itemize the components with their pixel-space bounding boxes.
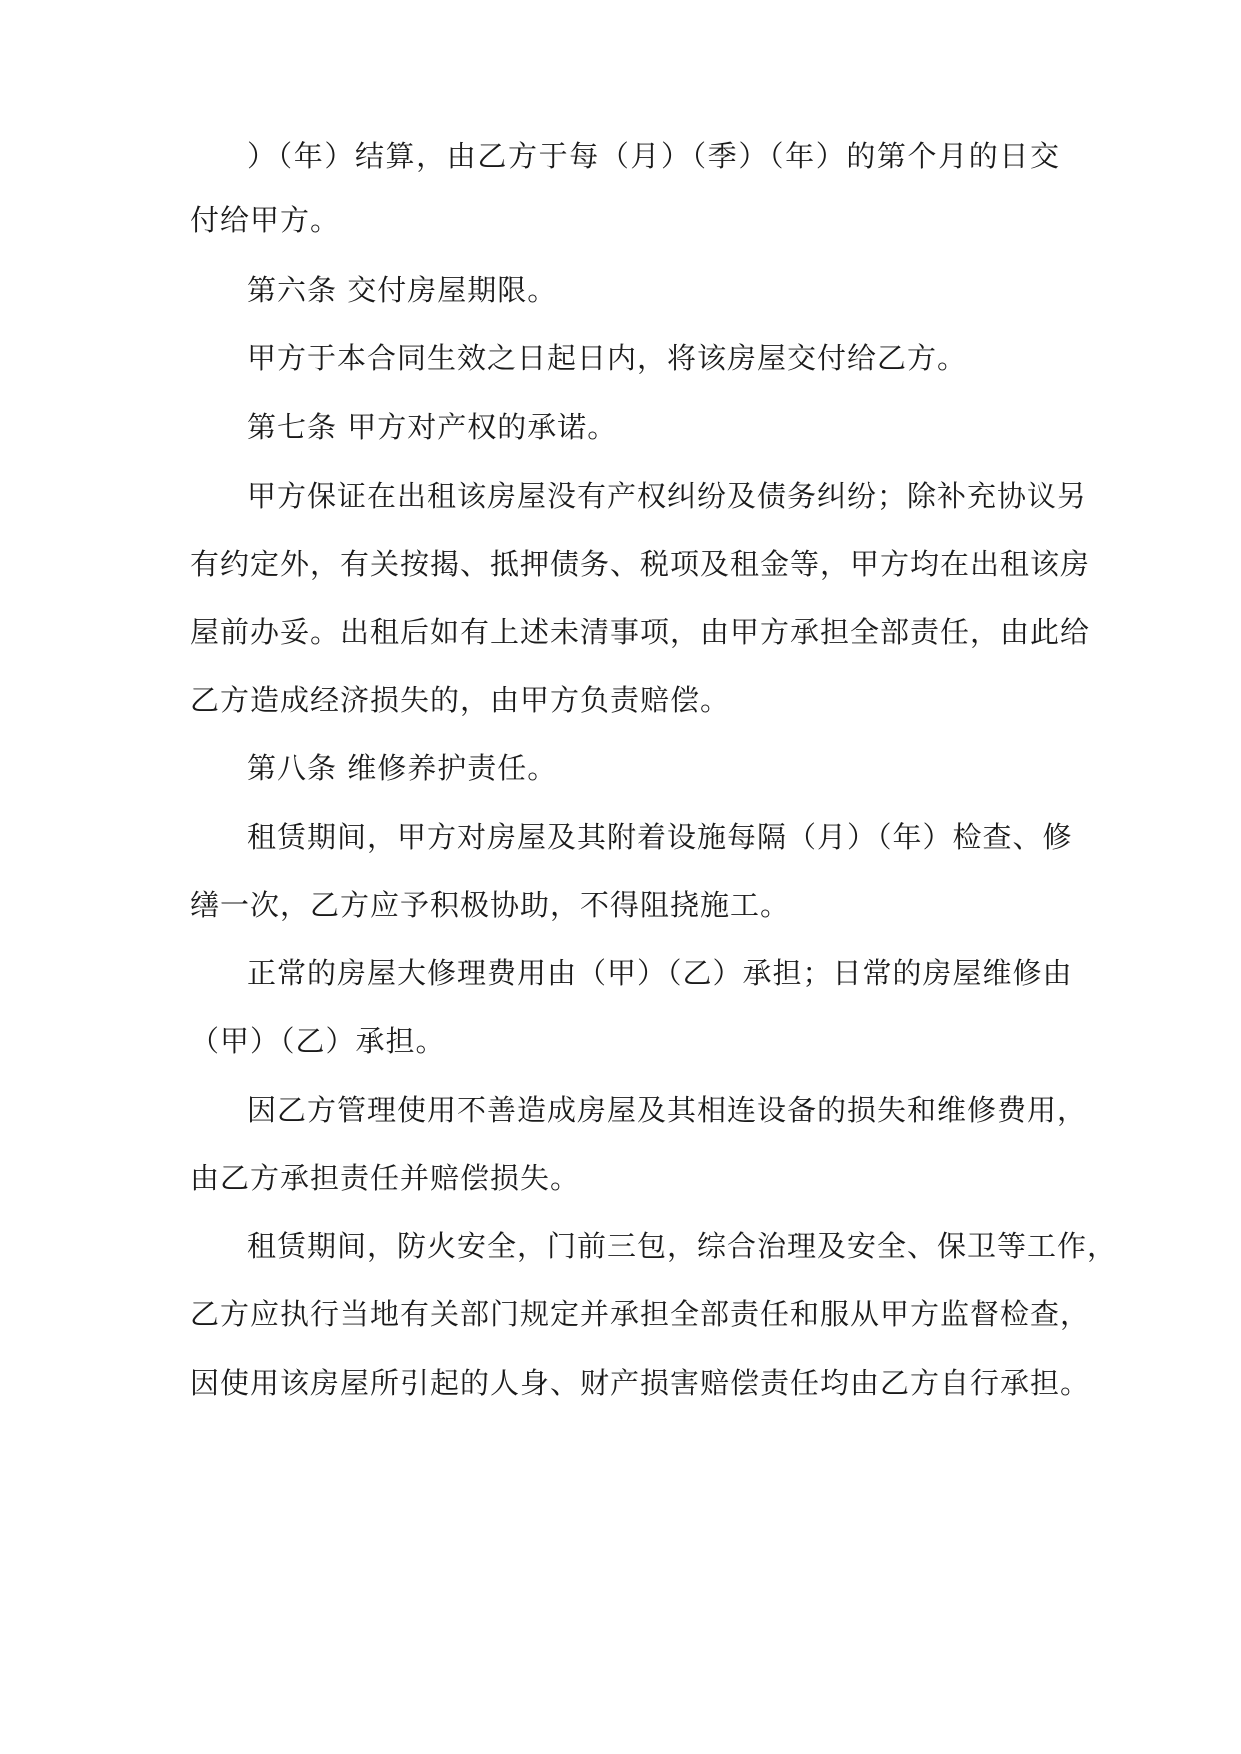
text-line: 租赁期间，防火安全，门前三包，综合治理及安全、保卫等工作，	[247, 1229, 1118, 1263]
text-line: （甲）（乙）承担。	[190, 1024, 446, 1058]
text-line: 因乙方管理使用不善造成房屋及其相连设备的损失和维修费用，	[247, 1093, 1088, 1127]
text-line: 付给甲方。	[190, 203, 341, 237]
text-line: 正常的房屋大修理费用由（甲）（乙）承担；日常的房屋维修由	[247, 956, 1073, 990]
section-heading: 第八条 维修养护责任。	[247, 751, 558, 785]
text-line: 屋前办妥。出租后如有上述未清事项，由甲方承担全部责任，由此给	[190, 615, 1091, 649]
text-line: 缮一次，乙方应予积极协助，不得阻挠施工。	[190, 888, 791, 922]
text-line: 因使用该房屋所引起的人身、财产损害赔偿责任均由乙方自行承担。	[190, 1366, 1091, 1400]
text-line: 乙方造成经济损失的，由甲方负责赔偿。	[190, 683, 731, 717]
text-line: 有约定外，有关按揭、抵押债务、税项及租金等，甲方均在出租该房	[190, 547, 1091, 581]
text-line: 乙方应执行当地有关部门规定并承担全部责任和服从甲方监督检查，	[190, 1297, 1091, 1331]
section-heading: 第六条 交付房屋期限。	[247, 273, 558, 307]
text-line: ）（年）结算，由乙方于每（月）（季）（年）的第个月的日交	[247, 139, 1060, 173]
text-line: 甲方于本合同生效之日起日内，将该房屋交付给乙方。	[247, 341, 968, 375]
text-line: 甲方保证在出租该房屋没有产权纠纷及债务纠纷；除补充协议另	[247, 479, 1088, 513]
text-line: 由乙方承担责任并赔偿损失。	[190, 1161, 581, 1195]
text-line: 租赁期间，甲方对房屋及其附着设施每隔（月）（年）检查、修	[247, 820, 1073, 854]
section-heading: 第七条 甲方对产权的承诺。	[247, 410, 618, 444]
